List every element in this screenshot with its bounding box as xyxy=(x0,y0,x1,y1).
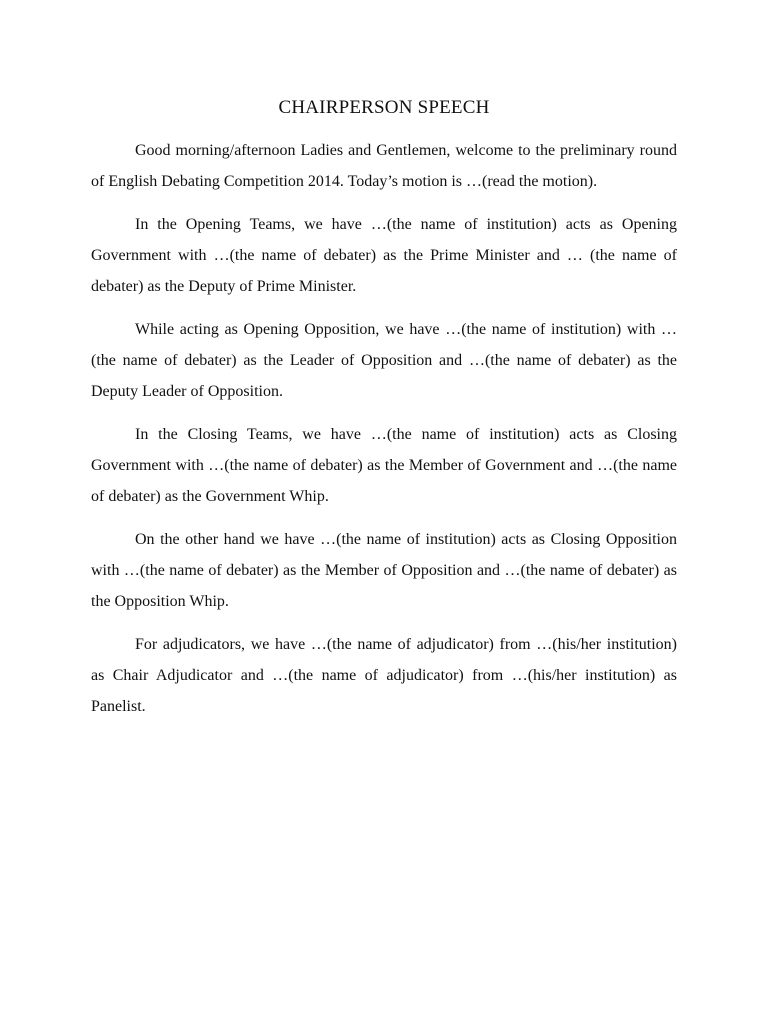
paragraph-opening-government: In the Opening Teams, we have …(the name of institution) acts as Opening Government with …(the name of debater) as the Prime Minister and … (the name of debater) as the Deputy of Prime Minister. xyxy=(91,216,677,295)
document-title: CHAIRPERSON SPEECH xyxy=(278,97,490,118)
paragraph-adjudicators: For adjudicators, we have …(the name of adjudicator) from …(his/her institution) as Chair Adjudicator and …(the name of adjudicator) from …(his/her institution) as Panelist. xyxy=(91,636,677,715)
paragraph-welcome: Good morning/afternoon Ladies and Gentlemen, welcome to the preliminary round of English Debating Competition 2014. Today’s motion is …(read the motion). xyxy=(91,142,677,190)
paragraph-closing-government: In the Closing Teams, we have …(the name of institution) acts as Closing Government with …(the name of debater) as the Member of Government and …(the name of debater) as the Government Whip. xyxy=(91,426,677,505)
paragraph-opening-opposition: While acting as Opening Opposition, we have …(the name of institution) with …(the name of debater) as the Leader of Opposition and …(the name of debater) as the Deputy Leader of Opposition. xyxy=(91,321,677,400)
paragraph-closing-opposition: On the other hand we have …(the name of institution) acts as Closing Opposition with …(the name of debater) as the Member of Opposition and …(the name of debater) as the Opposition Whip. xyxy=(91,531,677,610)
